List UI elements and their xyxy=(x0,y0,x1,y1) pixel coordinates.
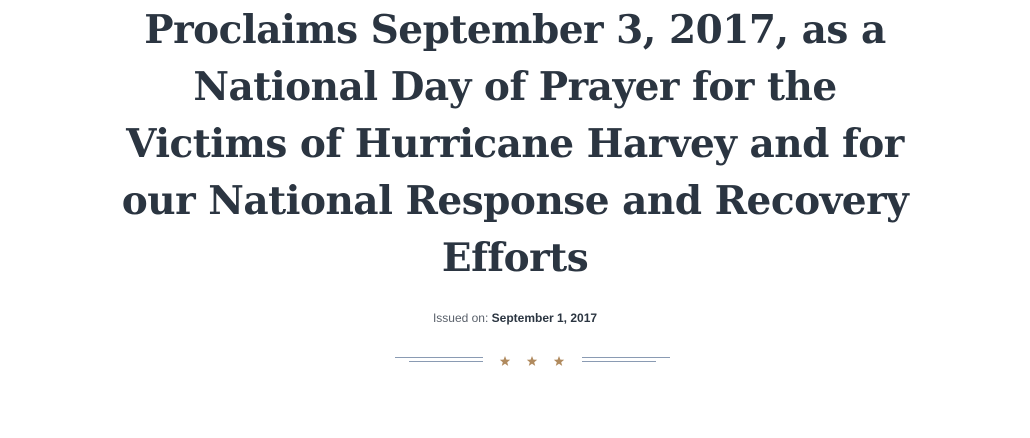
issued-on xyxy=(0,311,1030,325)
issued-label: Issued on: xyxy=(432,311,489,325)
star-icon xyxy=(554,356,564,366)
star-divider xyxy=(395,351,670,371)
star-icon xyxy=(500,356,510,366)
page-title: Proclaims September 3, 2017, as a National Day of Prayer for the Victims of Hurricane Harvey and for our National Response and Recovery Efforts xyxy=(121,7,909,281)
star-icon xyxy=(527,356,537,366)
issued-date: September 1, 2017 xyxy=(491,311,598,325)
